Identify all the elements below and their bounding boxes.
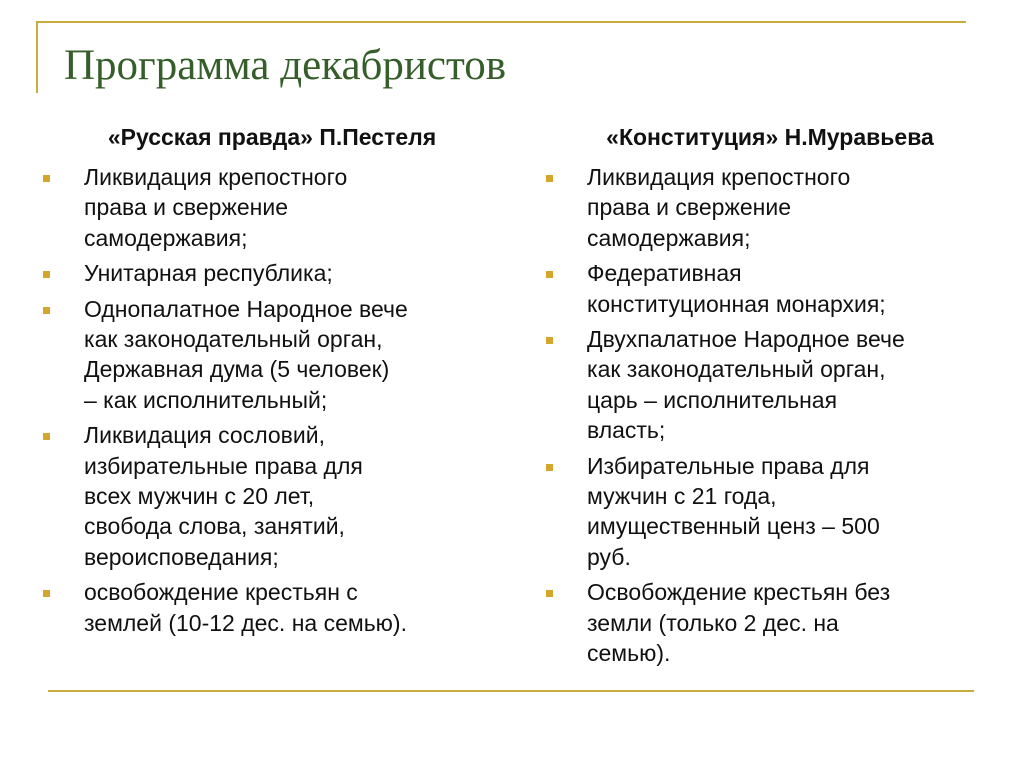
list-item-text: Освобождение крестьян без земли (только 2 дес. на семью). [587,579,891,667]
list-item [545,577,995,668]
list-item-text: Ликвидация крепостного права и свержение самодержавия; [84,164,348,251]
slide-title: Программа декабристов [64,42,507,89]
square-bullet-icon [43,307,50,314]
list-item [42,294,502,416]
muravyov-column-heading: «Конституция» Н.Муравьева [606,124,934,150]
square-bullet-icon [546,464,553,471]
muravyov-list [545,162,995,669]
square-bullet-icon [43,590,50,597]
left-accent-line [36,21,38,93]
list-item-text: Унитарная республика; [84,260,333,287]
square-bullet-icon [43,175,50,182]
list-item-text: Однопалатное Народное вече как законодательный орган, Державная дума (5 человек) – как исполнительный; [84,295,408,413]
list-item [42,420,502,572]
square-bullet-icon [546,175,553,182]
pestel-column [42,122,502,643]
list-item [545,258,995,319]
pestel-column-heading: «Русская правда» П.Пестеля [107,124,437,150]
list-item-text: Избирательные права для мужчин с 21 года, имущественный ценз – 500 руб. [587,452,880,570]
square-bullet-icon [43,433,50,440]
list-item [545,451,995,573]
list-item [42,162,502,253]
list-item-text: Федеративная конституционная монархия; [587,260,886,317]
list-item-text: освобождение крестьян с землей (10-12 дес. на семью). [84,579,407,636]
top-divider [36,21,966,23]
bottom-divider [48,690,974,692]
list-item [42,577,502,638]
muravyov-column [545,122,995,674]
list-item-text: Ликвидация сословий, избирательные права для всех мужчин с 20 лет, свобода слова, занятий, вероисповедания; [84,422,363,570]
list-item [42,258,502,288]
list-item-text: Ликвидация крепостного права и свержение самодержавия; [587,164,851,251]
square-bullet-icon [546,271,553,278]
list-item [545,162,995,253]
square-bullet-icon [43,271,50,278]
square-bullet-icon [546,590,553,597]
pestel-list [42,162,502,638]
list-item [545,324,995,446]
list-item-text: Двухпалатное Народное вече как законодательный орган, царь – исполнительная власть; [587,326,905,444]
square-bullet-icon [546,337,553,344]
